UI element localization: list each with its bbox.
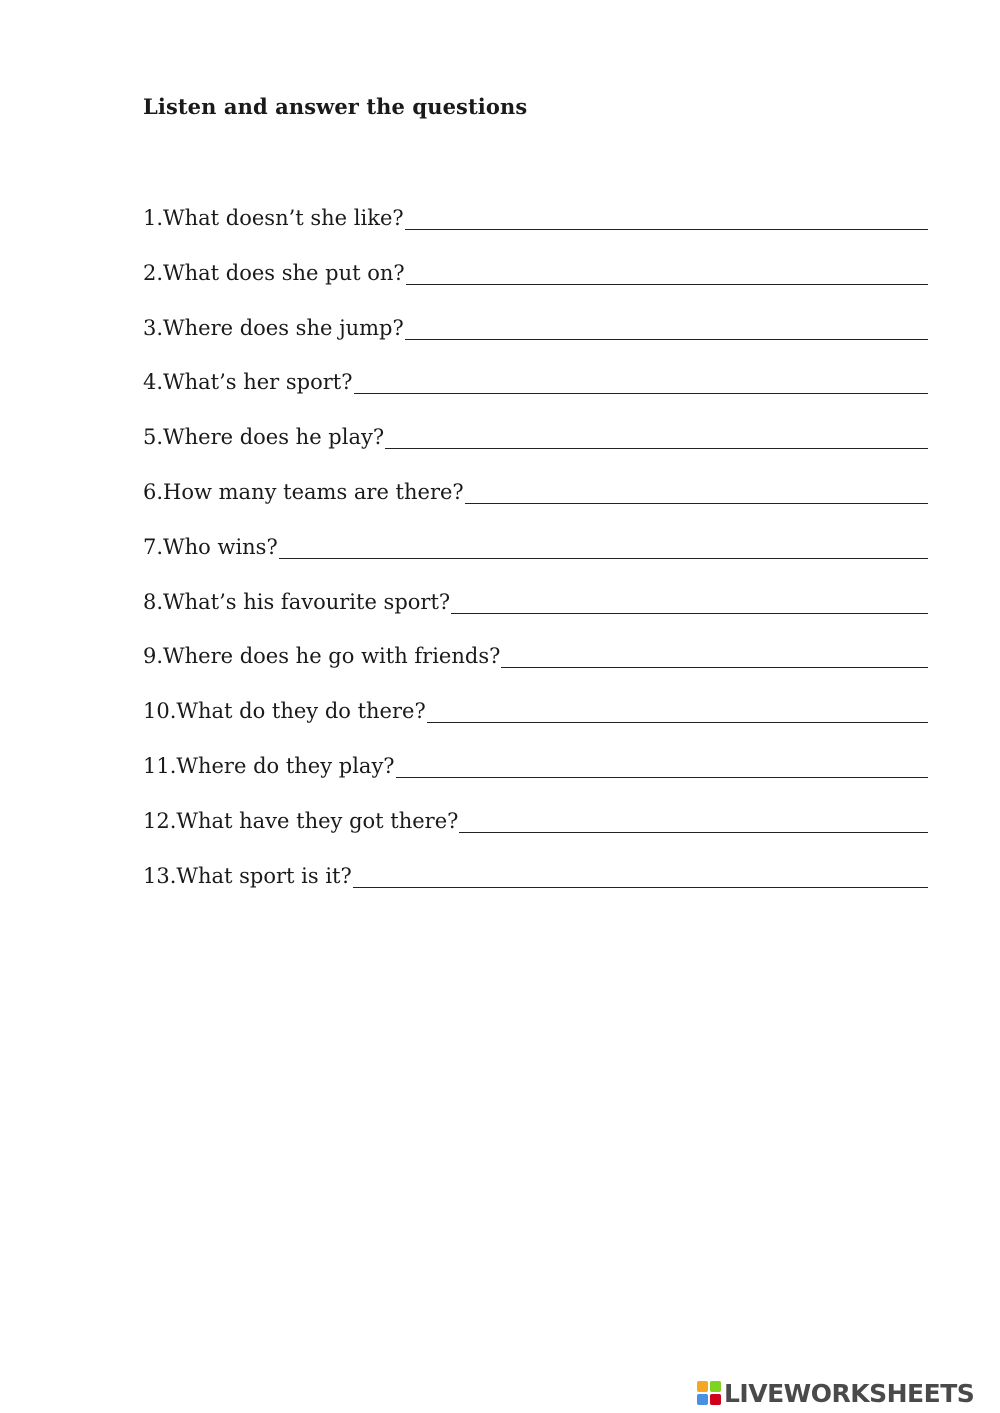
question-text: 3.Where does she jump? bbox=[143, 315, 404, 340]
liveworksheets-logo-icon bbox=[697, 1381, 721, 1405]
answer-field[interactable] bbox=[279, 527, 928, 559]
question-row bbox=[143, 308, 928, 363]
answer-field[interactable] bbox=[406, 253, 928, 285]
brand-name: LIVEWORKSHEETS bbox=[724, 1378, 975, 1408]
question-row bbox=[143, 636, 928, 691]
question-row bbox=[143, 472, 928, 527]
question-row bbox=[143, 691, 928, 746]
answer-field[interactable] bbox=[465, 472, 928, 504]
question-text: 5.Where does he play? bbox=[143, 425, 385, 450]
answer-field[interactable] bbox=[405, 198, 928, 230]
logo-cell bbox=[697, 1394, 708, 1405]
answer-field[interactable] bbox=[353, 856, 928, 888]
question-row bbox=[143, 746, 928, 801]
question-row bbox=[143, 801, 928, 856]
question-row bbox=[143, 198, 928, 253]
logo-cell bbox=[697, 1381, 708, 1392]
question-text: 6.How many teams are there? bbox=[143, 479, 464, 504]
question-row bbox=[143, 253, 928, 308]
question-row bbox=[143, 527, 928, 582]
question-text: 1.What doesn’t she like? bbox=[143, 206, 404, 230]
question-text: 10.What do they do there? bbox=[143, 699, 426, 724]
question-text: 11.Where do they play? bbox=[143, 753, 395, 778]
page-title: Listen and answer the questions bbox=[143, 94, 528, 119]
answer-field[interactable] bbox=[427, 691, 928, 723]
question-text: 12.What have they got there? bbox=[143, 808, 459, 833]
question-text: 4.What’s her sport? bbox=[143, 370, 353, 395]
answer-field[interactable] bbox=[396, 746, 928, 778]
answer-field[interactable] bbox=[405, 308, 928, 340]
question-row bbox=[143, 856, 928, 911]
question-list bbox=[143, 198, 928, 910]
answer-field[interactable] bbox=[385, 417, 928, 449]
question-row bbox=[143, 362, 928, 417]
question-row bbox=[143, 417, 928, 472]
question-text: 8.What’s his favourite sport? bbox=[143, 589, 451, 614]
question-text: 13.What sport is it? bbox=[143, 863, 352, 888]
answer-field[interactable] bbox=[501, 636, 928, 668]
logo-cell bbox=[710, 1381, 721, 1392]
question-row bbox=[143, 582, 928, 637]
question-text: 2.What does she put on? bbox=[143, 260, 405, 285]
question-text: 7.Who wins? bbox=[143, 534, 278, 559]
answer-field[interactable] bbox=[451, 582, 928, 614]
liveworksheets-brand bbox=[697, 1378, 974, 1408]
question-text: 9.Where does he go with friends? bbox=[143, 644, 501, 669]
logo-cell bbox=[710, 1394, 721, 1405]
answer-field[interactable] bbox=[354, 362, 929, 394]
answer-field[interactable] bbox=[459, 801, 928, 833]
